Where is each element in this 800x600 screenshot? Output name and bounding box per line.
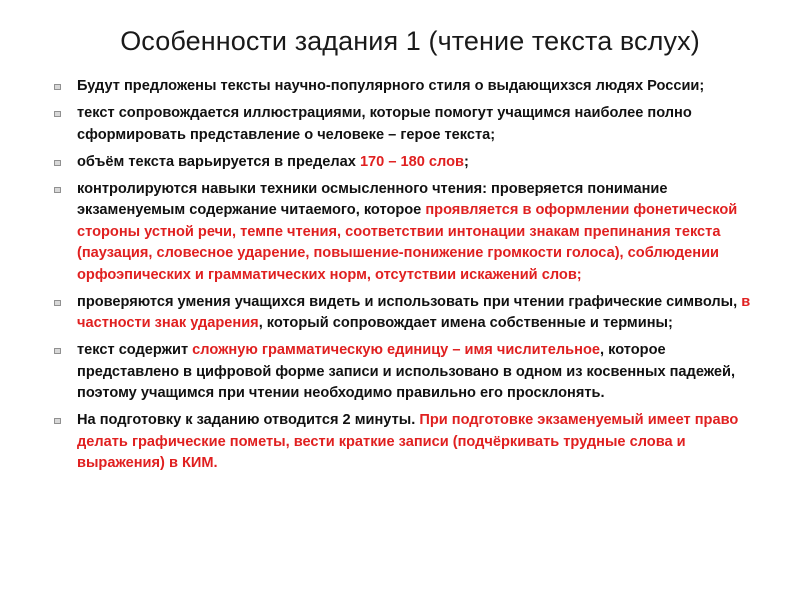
bullet-text: На подготовку к заданию отводится 2 минуты. (77, 412, 420, 428)
highlighted-text: в частности знак ударения (77, 293, 751, 331)
bullet-item (54, 179, 754, 287)
bullet-item (54, 410, 754, 475)
slide-title: Особенности задания 1 (чтение текста вслух) (120, 26, 700, 56)
bullet-text: контролируются навыки техники осмысленного чтения: проверяется понимание экзаменуемым содержание читаемого, которое (77, 180, 668, 218)
bullet-text: , которое представлено в цифровой форме записи и использовано в одном из косвенных падежей, поэтому учащимся при чтении необходимо правильно его просклонять. (77, 342, 736, 401)
bullet-item (54, 76, 754, 98)
square-bullet-icon (54, 348, 61, 354)
highlighted-text: сложную грамматическую единицу – имя числительное (192, 342, 601, 358)
highlighted-text: проявляется в оформлении фонетической стороны устной речи, темпе чтения, соответствии интонации знакам препинания текста (паузация, словесное ударение, повышение-понижение громкости голоса), соблюдении орфоэпических и грамматических норм, отсутствии искажений слов; (77, 202, 738, 283)
square-bullet-icon (54, 160, 61, 166)
bullet-text: объём текста варьируется в пределах (77, 153, 360, 170)
square-bullet-icon (54, 111, 61, 117)
bullet-text: Будут предложены тексты научно-популярного стиля о выдающихзся людях России; (77, 78, 705, 94)
square-bullet-icon (54, 187, 61, 193)
bullet-item (54, 292, 754, 335)
bullet-item (54, 340, 754, 405)
bullet-item (54, 103, 754, 146)
square-bullet-icon (54, 84, 61, 90)
bullet-list (54, 76, 754, 480)
highlighted-text: При подготовке экзаменуемый имеет право делать графические пометы, вести краткие записи (подчёркивать трудные слова и выражения) в КИМ. (77, 412, 739, 471)
bullet-text: проверяются умения учащихся видеть и использовать при чтении графические символы, (77, 293, 742, 310)
square-bullet-icon (54, 300, 61, 306)
highlighted-text: 170 – 180 слов (359, 153, 464, 170)
bullet-text: текст сопровождается иллюстрациями, которые помогут учащимся наиболее полно сформировать представление о человеке – герое текста; (77, 105, 692, 143)
bullet-item (54, 152, 754, 174)
bullet-text: , который сопровождает имена собственные и термины; (258, 315, 673, 331)
bullet-text: ; (464, 153, 469, 170)
square-bullet-icon (54, 418, 61, 424)
bullet-text: текст содержит (77, 342, 193, 358)
